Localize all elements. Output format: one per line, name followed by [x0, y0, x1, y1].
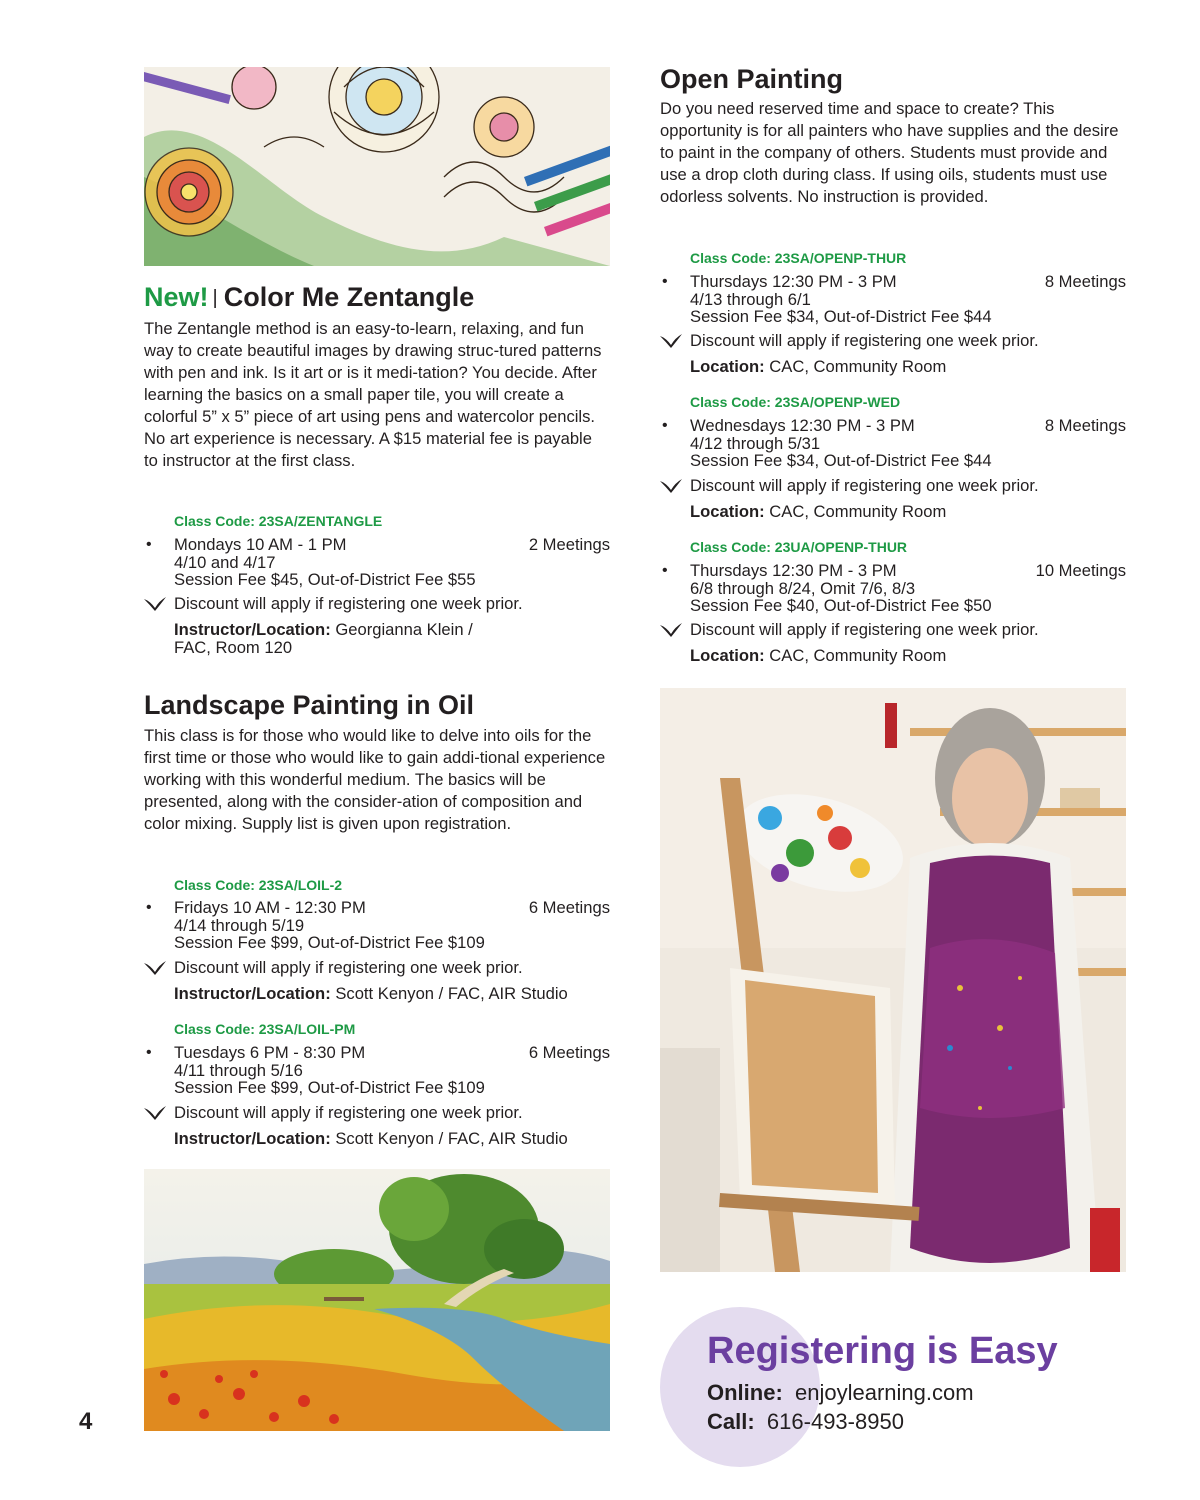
zentangle-title: Color Me Zentangle — [223, 282, 475, 312]
call-value: 616-493-8950 — [766, 1409, 904, 1434]
location-label: Location: — [690, 646, 765, 665]
session-dates: 4/12 through 5/31 — [690, 433, 821, 453]
class-code: Class Code: 23UA/OPENP-THUR — [690, 539, 908, 555]
session-meetings: 10 Meetings — [1035, 561, 1126, 580]
discount-text: Discount will apply if registering one week prior. — [690, 476, 1039, 495]
location-label: Instructor/Location: — [174, 1129, 331, 1148]
discount-note — [174, 594, 523, 614]
session-meetings: 6 Meetings — [528, 898, 610, 917]
discount-text: Discount will apply if registering one week prior. — [174, 958, 523, 977]
session-fee: Session Fee $34, Out-of-District Fee $44 — [690, 451, 992, 470]
session-meetings: 8 Meetings — [1044, 272, 1126, 291]
location-label: Instructor/Location: — [174, 984, 331, 1003]
session-location — [174, 1130, 568, 1148]
session-location — [690, 358, 946, 376]
session-details — [662, 416, 1126, 470]
session-details — [146, 535, 610, 589]
session-location — [174, 985, 568, 1003]
register-call — [707, 1409, 904, 1435]
session-dates: 6/8 through 8/24, Omit 7/6, 8/3 — [690, 578, 916, 598]
discount-note — [690, 331, 1039, 351]
bullet-icon: • — [146, 536, 152, 553]
zentangle-heading — [144, 282, 474, 313]
location-label: Instructor/Location: — [174, 620, 331, 639]
session-meetings: 8 Meetings — [1044, 416, 1126, 435]
open-painting-title: Open Painting — [660, 64, 844, 94]
title-separator: | — [212, 287, 218, 309]
bird-icon — [144, 961, 166, 975]
bullet-icon: • — [662, 417, 668, 434]
landscape-description: This class is for those who would like to delve into oils for the first time or those who would like to gain addi-tional experience working with this wonderful medium. The basics will be presented, along with the consider-ation of composition and color mixing. Supply list is given upon registration. — [144, 726, 606, 833]
register-title: Registering is Easy — [707, 1330, 1058, 1372]
location-value: Scott Kenyon / FAC, AIR Studio — [330, 984, 568, 1003]
session-details — [662, 561, 1126, 615]
session-schedule: Thursdays 12:30 PM - 3 PM — [690, 561, 897, 580]
zentangle-image — [144, 67, 610, 266]
discount-text: Discount will apply if registering one week prior. — [174, 1103, 523, 1122]
session-meetings: 6 Meetings — [528, 1043, 610, 1062]
session-meetings: 2 Meetings — [528, 535, 610, 554]
class-code: Class Code: 23SA/ZENTANGLE — [174, 513, 383, 529]
discount-note — [690, 476, 1039, 496]
session-schedule: Wednesdays 12:30 PM - 3 PM — [690, 416, 915, 435]
session-location — [690, 503, 946, 521]
discount-text: Discount will apply if registering one week prior. — [174, 594, 523, 613]
session-schedule: Tuesdays 6 PM - 8:30 PM — [174, 1043, 366, 1062]
discount-note — [690, 620, 1039, 640]
location-label: Location: — [690, 502, 765, 521]
bird-icon — [144, 597, 166, 611]
session-fee: Session Fee $34, Out-of-District Fee $44 — [690, 307, 992, 326]
bird-icon — [660, 623, 682, 637]
painter-photo — [660, 688, 1126, 1272]
session-details — [146, 1043, 610, 1097]
session-dates: 4/11 through 5/16 — [174, 1060, 303, 1080]
bird-icon — [660, 479, 682, 493]
discount-text: Discount will apply if registering one week prior. — [690, 331, 1039, 350]
open-painting-description: Do you need reserved time and space to create? This opportunity is for all painters who have supplies and the desire to paint in the company of others. Students must provide and use a drop cloth during class. If using oils, students must use odorless solvents. No instruction is provided. — [660, 99, 1119, 206]
bullet-icon: • — [146, 899, 152, 916]
location-value: Scott Kenyon / FAC, AIR Studio — [330, 1129, 568, 1148]
discount-note — [174, 958, 523, 978]
session-schedule: Thursdays 12:30 PM - 3 PM — [690, 272, 897, 291]
location-value: CAC, Community Room — [764, 502, 947, 521]
session-dates: 4/14 through 5/19 — [174, 915, 305, 935]
landscape-title: Landscape Painting in Oil — [144, 690, 475, 720]
location-value: CAC, Community Room — [764, 357, 947, 376]
bullet-icon: • — [662, 273, 668, 290]
session-fee: Session Fee $99, Out-of-District Fee $109 — [174, 933, 485, 952]
online-value: enjoylearning.com — [795, 1380, 974, 1405]
bullet-icon: • — [146, 1044, 152, 1061]
bird-icon — [144, 1106, 166, 1120]
session-location — [174, 621, 473, 657]
location-value: CAC, Community Room — [764, 646, 947, 665]
class-code: Class Code: 23SA/LOIL-PM — [174, 1021, 356, 1037]
online-label: Online: — [707, 1380, 783, 1405]
session-dates: 4/13 through 6/1 — [690, 289, 811, 309]
session-fee: Session Fee $45, Out-of-District Fee $55 — [174, 570, 476, 589]
page-number: 4 — [79, 1408, 93, 1435]
bullet-icon: • — [662, 562, 668, 579]
session-dates: 4/10 and 4/17 — [174, 552, 276, 572]
zentangle-description: The Zentangle method is an easy-to-learn, relaxing, and fun way to create beautiful images by drawing struc-tured patterns with pen and ink. Is it art or is it medi-tation? You decide. After learning the basics on a small paper tile, you will create a colorful 5” x 5” piece of art using pens and watercolor pencils. No art experience is necessary. A $15 material fee is payable to instructor at the first class. — [144, 319, 602, 470]
location-value: Georgianna Klein / — [330, 620, 473, 639]
class-code: Class Code: 23SA/LOIL-2 — [174, 877, 343, 893]
location-label: Location: — [690, 357, 765, 376]
landscape-painting-image — [144, 1169, 610, 1431]
call-label: Call: — [707, 1409, 755, 1434]
location-value-2: FAC, Room 120 — [174, 638, 293, 657]
class-code: Class Code: 23SA/OPENP-WED — [690, 394, 901, 410]
session-location — [690, 647, 946, 665]
session-fee: Session Fee $99, Out-of-District Fee $109 — [174, 1078, 485, 1097]
class-code: Class Code: 23SA/OPENP-THUR — [690, 250, 907, 266]
bird-icon — [660, 334, 682, 348]
discount-note — [174, 1103, 523, 1123]
register-online — [707, 1380, 974, 1406]
discount-text: Discount will apply if registering one week prior. — [690, 620, 1039, 639]
session-details — [662, 272, 1126, 326]
session-details — [146, 898, 610, 952]
new-label: New! — [144, 282, 209, 312]
session-fee: Session Fee $40, Out-of-District Fee $50 — [690, 596, 992, 615]
session-schedule: Fridays 10 AM - 12:30 PM — [174, 898, 366, 917]
session-schedule: Mondays 10 AM - 1 PM — [174, 535, 347, 554]
